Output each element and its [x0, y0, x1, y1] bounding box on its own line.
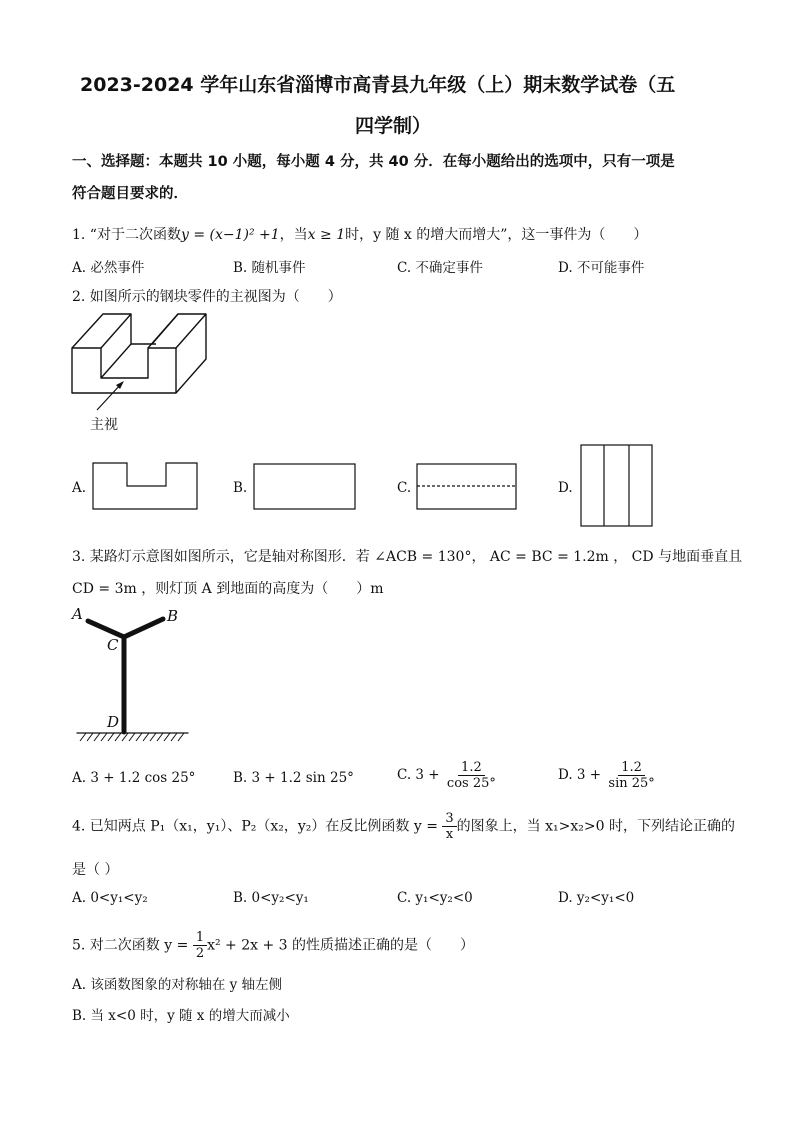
q4-option-a: A. 0<y₁<y₂	[72, 890, 148, 906]
ground-hatching	[80, 733, 184, 741]
q3-option-d-fraction	[605, 760, 657, 791]
q1-option-a: A. 必然事件	[72, 260, 145, 276]
page-title-line2: 四学制）	[355, 115, 432, 137]
q2-option-d-label: D.	[558, 480, 573, 496]
question-3-line2: CD = 3m ，则灯顶 A 到地面的高度为（ ）m	[72, 581, 384, 597]
q5-prefix: 5. 对二次函数 y =	[72, 937, 189, 954]
q4-suffix: 的图象上，当 x₁>x₂>0 时，下列结论正确的	[456, 818, 735, 835]
q5-denominator: 2	[195, 946, 205, 961]
q1-option-c: C. 不确定事件	[397, 260, 483, 276]
lamp-arm-bc	[124, 619, 163, 637]
q1-option-d: D. 不可能事件	[558, 260, 645, 276]
q4-denominator: x	[445, 827, 454, 842]
q4-fraction	[442, 811, 456, 842]
q5-numerator: 1	[193, 930, 207, 946]
section-heading-line1: 一、选择题：本题共 10 小题，每小题 4 分，共 40 分．在每小题给出的选项中，只有一项是	[72, 154, 675, 170]
q2-option-a-label: A.	[72, 480, 87, 496]
section-heading-line2: 符合题目要求的．	[72, 186, 188, 202]
q3-option-c-prefix: C. 3 +	[397, 767, 440, 783]
q4-option-c: C. y₁<y₂<0	[397, 890, 473, 906]
q5-fraction	[193, 930, 207, 961]
q3-option-d-denominator: sin 25°	[608, 776, 655, 791]
q2-option-b-label: B.	[233, 480, 248, 496]
q1-option-b: B. 随机事件	[233, 260, 306, 276]
q4-option-b: B. 0<y₂<y₁	[233, 890, 309, 906]
lamp-label-c: C	[107, 636, 119, 654]
q3-option-c-fraction	[444, 760, 499, 791]
q3-option-d-numerator: 1.2	[618, 760, 645, 776]
question-5-stem	[72, 930, 474, 961]
q4-numerator: 3	[442, 811, 456, 827]
q1-suffix: 时，y 随 x 的增大而增大”，这一事件为（ ）	[345, 227, 648, 243]
q4-option-d: D. y₂<y₁<0	[558, 890, 635, 906]
lamp-label-b: B	[167, 607, 179, 625]
lamp-label-a: A	[72, 605, 83, 623]
question-4-line2: 是（ ）	[72, 862, 119, 878]
q1-mid: ，当	[279, 227, 308, 243]
q4-prefix: 4. 已知两点 P₁（x₁，y₁）、P₂（x₂，y₂）在反比例函数 y =	[72, 818, 438, 835]
question-2-stem: 2. 如图所示的钢块零件的主视图为（ ）	[72, 289, 342, 305]
q5-option-a: A. 该函数图象的对称轴在 y 轴左侧	[72, 977, 283, 993]
q1-condition: x ≥ 1	[307, 227, 346, 243]
q3-option-b: B. 3 + 1.2 sin 25°	[233, 770, 354, 786]
q1-prefix: 1. “对于二次函数	[72, 227, 181, 243]
question-4-stem	[72, 811, 735, 842]
question-3-line1: 3. 某路灯示意图如图所示，它是轴对称图形．若 ∠ACB = 130°， AC = BC = 1.2m ， CD 与地面垂直且	[72, 549, 743, 565]
q1-formula: y = (x−1)² +1	[180, 227, 280, 243]
q3-option-d-prefix: D. 3 +	[558, 767, 602, 783]
page-title-line1: 2023-2024 学年山东省淄博市高青县九年级（上）期末数学试卷（五	[80, 74, 676, 96]
lamp-arm-ac	[88, 621, 124, 637]
q3-option-c	[397, 760, 499, 791]
q3-option-c-numerator: 1.2	[458, 760, 485, 776]
q3-option-c-denominator: cos 25°	[446, 776, 496, 791]
q3-option-a: A. 3 + 1.2 cos 25°	[72, 770, 196, 786]
q5-option-b: B. 当 x<0 时，y 随 x 的增大而减小	[72, 1008, 290, 1024]
q2-option-c-label: C.	[397, 480, 412, 496]
q5-suffix: x² + 2x + 3 的性质描述正确的是（ ）	[207, 937, 475, 954]
lamp-label-d: D	[107, 713, 120, 731]
front-view-label: 主视	[90, 417, 118, 433]
q3-option-d	[558, 760, 658, 791]
